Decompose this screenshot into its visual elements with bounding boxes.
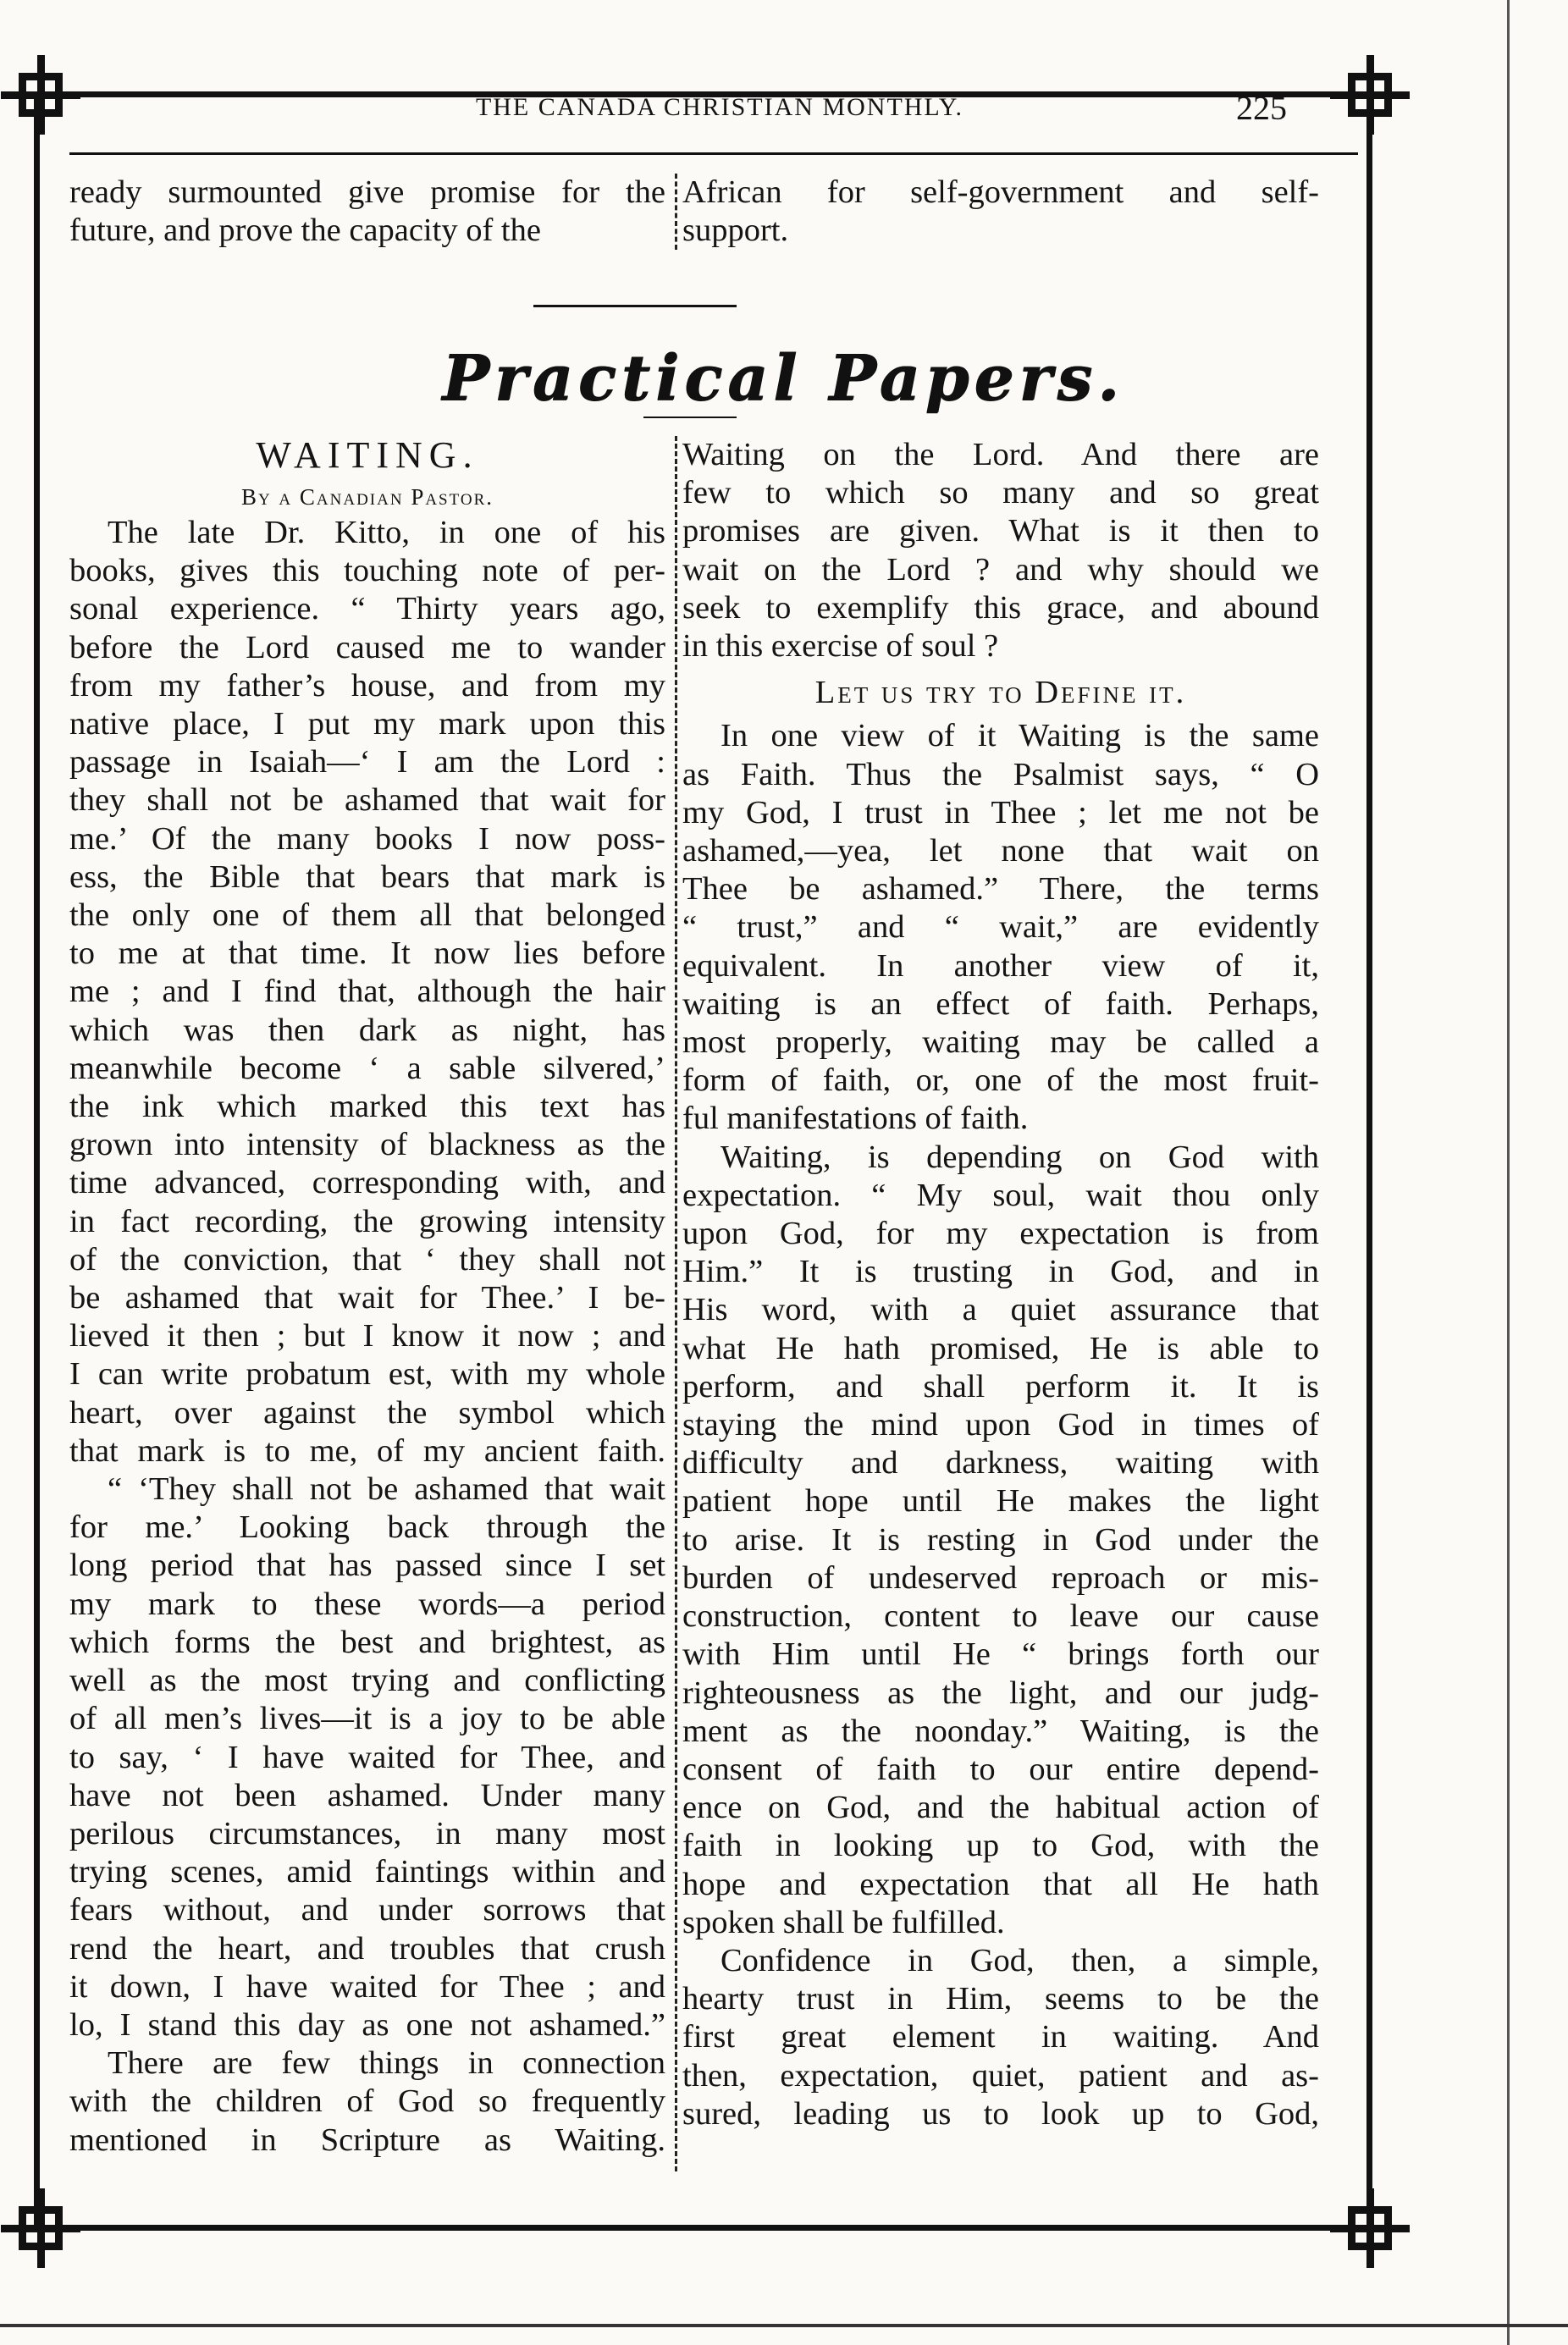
text-line: construction, content to leave our cause [682,1598,1319,1635]
text-line: waiting is an effect of faith. Perhaps, [682,985,1319,1022]
text-line: future, and prove the capacity of the [69,212,541,249]
text-line: the ink which marked this text has [69,1089,665,1125]
text-line: In one view of it Waiting is the same [721,718,1319,754]
text-line: “ trust,” and “ wait,” are evidently [682,909,1319,946]
text-line: hearty trust in Him, seems to be the [682,1981,1319,2017]
page-edge-line [1507,0,1510,2345]
column-gutter [675,436,677,2171]
article-right-column [682,436,1319,2133]
text-line: seek to exemplify this grace, and abound [682,589,1319,626]
page-number: 225 [1236,89,1287,127]
text-line: for me.’ Looking back through the [69,1509,665,1546]
text-line: the only one of them all that belonged [69,897,665,934]
section-divider-bottom [643,417,737,418]
text-line: grown into intensity of blackness as the [69,1127,665,1163]
text-line: difficulty and darkness, waiting with [682,1445,1319,1481]
text-line: ful manifestations of faith. [682,1101,1029,1137]
text-line: consent of faith to our entire depend- [682,1751,1319,1787]
text-line: rend the heart, and troubles that crush [69,1930,665,1967]
text-line: lo, I stand this day as one not ashamed.” [69,2006,665,2043]
text-line: hope and expectation that all He hath [682,1866,1319,1902]
text-line: me ; and I find that, although the hair [69,974,665,1010]
frame-bottom-rule [34,2225,1380,2231]
text-line: ence on God, and the habitual action of [682,1790,1319,1826]
text-line: Thee be ashamed.” There, the terms [682,871,1319,908]
text-line: in this exercise of soul ? [682,628,999,665]
text-line: ready surmounted give promise for the [69,174,665,210]
corner-ornament-top-left [19,73,63,117]
text-line: sured, leading us to look up to God, [682,2095,1319,2132]
text-line: what He hath promised, He is able to [682,1330,1319,1366]
text-line: perilous circumstances, in many most [69,1815,665,1851]
text-line: of all men’s lives—it is a joy to be able [69,1701,665,1737]
text-line: to arise. It is resting in God under the [682,1521,1319,1558]
text-line: righteousness as the light, and our judg- [682,1675,1319,1711]
text-line: few to which so many and so great [682,475,1319,511]
article-left-column [69,436,665,2160]
text-line: my mark to these words—a period [69,1586,665,1622]
text-line: “ ‘They shall not be ashamed that wait [108,1471,665,1508]
text-line: before the Lord caused me to wander [69,629,665,665]
text-line: trying scenes, amid faintings within and [69,1854,665,1890]
text-line: as Faith. Thus the Psalmist says, “ O [682,756,1319,792]
section-title: Practical Papers. [442,342,1124,415]
text-line: staying the mind upon God in times of [682,1407,1319,1443]
text-line: Waiting on the Lord. And there are [682,437,1319,472]
text-line: in fact recording, the growing intensity [69,1203,665,1239]
text-line: expectation. “ My soul, wait thou only [682,1177,1319,1213]
text-line: perform, and shall perform it. It is [682,1368,1319,1404]
text-line: patient hope until He makes the light [682,1483,1319,1520]
running-head: THE CANADA CHRISTIAN MONTHLY. [475,93,964,121]
text-line: with the children of God so frequently [69,2083,665,2120]
corner-ornament-bottom-left [19,2206,63,2250]
text-line: my God, I trust in Thee ; let me not be [682,794,1319,830]
text-line: which forms the best and brightest, as [69,1624,665,1660]
text-line: books, gives this touching note of per- [69,553,665,589]
text-line: sonal experience. “ Thirty years ago, [69,591,665,627]
text-line: me.’ Of the many books I now poss- [69,820,665,857]
corner-ornament-top-right [1348,73,1392,117]
text-line: time advanced, corresponding with, and [69,1165,665,1201]
text-line: meanwhile become ‘ a sable silvered,’ [69,1050,665,1086]
article-byline: By a Canadian Pastor. [240,484,494,510]
text-line: burden of undeserved reproach or mis- [682,1559,1319,1596]
text-line: His word, with a quiet assurance that [682,1292,1319,1328]
text-line: wait on the Lord ? and why should we [682,551,1319,588]
top-left-column [69,174,665,250]
text-line: of the conviction, that ‘ they shall not [69,1241,665,1277]
page-bottom-edge [0,2324,1568,2327]
text-line: from my father’s house, and from my [69,667,665,704]
text-line: form of faith, or, one of the most fruit- [682,1062,1319,1099]
text-line: long period that has passed since I set [69,1548,665,1584]
text-line: spoken shall be fulfilled. [682,1904,1005,1940]
text-line: Him.” It is trusting in God, and in [682,1254,1319,1290]
text-line: ashamed,—yea, let none that wait on [682,833,1319,869]
text-line: Waiting, is depending on God with [721,1139,1319,1175]
header-under-rule [69,152,1358,155]
text-line: promises are given. What is it then to [682,513,1319,549]
text-line: native place, I put my mark upon this [69,706,665,742]
text-line: There are few things in connection [108,2045,665,2082]
subheading: Let us try to Define it. [814,675,1187,711]
text-line: passage in Isaiah—‘ I am the Lord : [69,744,665,781]
text-line: it down, I have waited for Thee ; and [69,1968,665,2005]
text-line: heart, over against the symbol which [69,1394,665,1431]
top-right-column [682,174,1319,250]
text-line: have not been ashamed. Under many [69,1777,665,1813]
text-line: then, expectation, quiet, patient and as- [682,2057,1319,2094]
text-line: to say, ‘ I have waited for Thee, and [69,1739,665,1775]
text-line: with Him until He “ brings forth our [682,1636,1319,1673]
column-gutter-top [675,174,677,250]
text-line: lieved it then ; but I know it now ; and [69,1318,665,1355]
text-line: I can write probatum est, with my whole [69,1356,665,1393]
text-line: ess, the Bible that bears that mark is [69,858,665,895]
text-line: mentioned in Scripture as Waiting. [69,2122,665,2158]
section-divider-top [533,305,737,307]
frame-right-rule [1366,93,1372,2226]
text-line: ment as the noonday.” Waiting, is the [682,1713,1319,1749]
text-line: first great element in waiting. And [682,2019,1319,2055]
text-line: that mark is to me, of my ancient faith. [69,1432,665,1469]
frame-left-rule [34,93,40,2226]
text-line: faith in looking up to God, with the [682,1828,1319,1864]
text-line: Confidence in God, then, a simple, [721,1942,1319,1978]
text-line: support. [682,212,789,249]
text-line: which was then dark as night, has [69,1012,665,1048]
text-line: well as the most trying and conflicting [69,1663,665,1699]
text-line: African for self-government and self- [682,174,1319,210]
text-line: The late Dr. Kitto, in one of his [108,515,665,550]
article-title: WAITING. [256,436,479,476]
corner-ornament-bottom-right [1348,2206,1392,2250]
text-line: to me at that time. It now lies before [69,935,665,972]
text-line: upon God, for my expectation is from [682,1216,1319,1252]
text-line: be ashamed that wait for Thee.’ I be- [69,1280,665,1316]
text-line: most properly, waiting may be called a [682,1024,1319,1061]
text-line: equivalent. In another view of it, [682,947,1319,984]
text-line: they shall not be ashamed that wait for [69,782,665,819]
text-line: fears without, and under sorrows that [69,1892,665,1928]
